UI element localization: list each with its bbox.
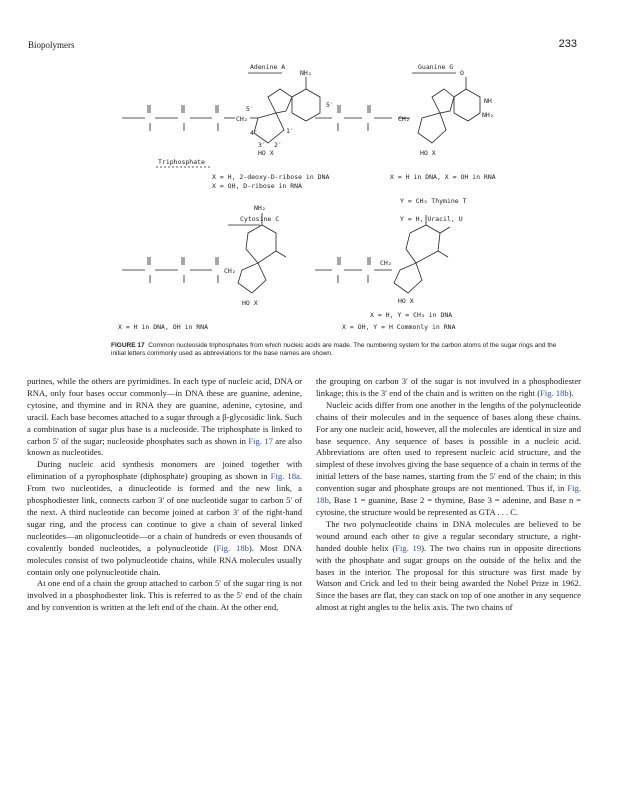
label-pyr-note-2: X = OH, Y = H Commonly in RNA: [342, 323, 456, 331]
label-o-guanine: O: [460, 69, 464, 77]
label-carbon-1: 1′: [286, 127, 294, 135]
label-pyr-note-1: X = H, Y = CH₃ in DNA: [370, 311, 453, 319]
running-head-title: Biopolymers: [28, 40, 75, 50]
label-ho-x-1: HO X: [258, 149, 274, 157]
right-paragraph-3: The two polynucleotide chains in DNA molecules are believed to be wound around each other to give a regular secondary structure, a right-handed double helix (Fig. 19). The two chains run in opposite directions with the phosphate and sugar groups on the outside of the helix and the bases in the interior. The proposal for this structure was first made by Watson and Crick and led to their being awarded the Nobel Prize in 1962. Since the bases are flat, they can stack on top of one another in any sequence almost at right angles to the helix axis. The two chains of: [316, 518, 581, 613]
left-paragraph-3: At one end of a chain the group attached to carbon 5′ of the sugar ring is not involved in a phosphodiester link. This is referred to as the 5′ end of the chain and by convention is written at the left end of the chain. At the other end,: [27, 578, 302, 613]
label-carbon-3: 3′: [258, 141, 266, 149]
fig-18b-link-3[interactable]: Fig. 18b: [316, 483, 581, 506]
label-uracil: Y = H, Uracil, U: [400, 215, 463, 223]
figure-17: [100, 55, 570, 340]
left-paragraph-2: During nucleic acid synthesis monomers are joined together with elimination of a pyrophosphate (diphosphate) grouping as shown in Fig. 18a. From two nucleotides, a dinucleotide is formed and the new link, a phosphodiester link, connects carbon 3′ of one nucleotide sugar to carbon 5′ of the next. A third nucleotide can become joined at carbon 3′ of the right-hand sugar ring, and the process can continue to give a chain of several linked nucleotides—an oligonucleotide—or a chain of hundreds or even thousands of covalently bonded nucleotides, a polynucleotide (Fig. 18b). Most DNA molecules consist of two polynucleotide chains, while RNA molecules usually contain only one polynucleotide chain.: [27, 459, 303, 577]
label-nh2-adenine: NH₂: [300, 69, 312, 77]
right-paragraph-2: Nucleic acids differ from one another in the lengths of the polynucleotide chains of their molecules and in the sequence of bases along these chains. For any one nucleic acid, however, all the molecules are identical in size and base sequence. Any sequence of bases is possible in a nucleic acid. Abbreviations are often used to represent nucleic acid structure, and the simplest of these involves giving the base sequence of a chain in terms of the initial letters of the base names, starting from the 5′ end of the chain; in this convention sugar and phosphate groups are not mentioned. Thus if, in Fig. 18b, Base 1 = guanine, Base 2 = thymine, Base 3 = adenine, and Base n = cytosine, the structure would be represented as GTA . . . C.: [316, 399, 581, 517]
fig-19-link[interactable]: Fig. 19: [395, 542, 422, 553]
label-guanine: Guanine G: [418, 63, 454, 71]
label-adenine: Adenine A: [250, 63, 286, 71]
label-nh2-guanine: NH₂: [482, 111, 494, 119]
nucleotide-structures: [100, 55, 570, 340]
label-carbon-4: 4′: [250, 129, 258, 137]
figure-caption: [111, 342, 569, 359]
label-carbon-5b: 5′: [326, 101, 334, 109]
running-head: [28, 40, 577, 54]
fig-18b-link-2[interactable]: Fig. 18b: [540, 387, 569, 398]
label-x-h-dna: X = H, 2-deoxy-D-ribose in DNA: [212, 173, 330, 181]
right-column: [316, 376, 581, 614]
right-paragraph-1: the grouping on carbon 3′ of the sugar is not involved in a phosphodiester linkage; this is the 3′ end of the chain and is written on the right (Fig. 18b).: [316, 376, 581, 398]
label-cytosine-note: X = H in DNA, OH in RNA: [118, 323, 209, 331]
label-cytosine: Cytosine C: [240, 215, 280, 223]
fig-17-link[interactable]: Fig. 17: [248, 435, 273, 446]
left-paragraph-1: purines, while the others are pyrimidines. In each type of nucleic acid, DNA or RNA, only four bases occur commonly—in DNA these are guanine, adenine, cytosine, and thymine and in RNA they are guanine, adenine, cytosine, and uracil. Each base becomes attached to a sugar through a β-glycosidic link. Such a combination of sugar plus base is a nucleoside. The triphosphate is linked to carbon 5′ of the sugar; nucleoside phosphates such as shown in Fig. 17 are also known as nucleotides.: [27, 376, 303, 458]
label-ch2-3: CH₂: [224, 267, 236, 275]
fig-18a-link[interactable]: Fig. 18a: [270, 471, 300, 482]
label-ch2-1: CH₂: [236, 115, 248, 123]
page-number: 233: [558, 38, 577, 50]
left-column: [27, 376, 302, 614]
label-nh-guanine: NH: [484, 97, 492, 105]
label-ho-x-2: HO X: [420, 149, 436, 157]
label-ch2-2: CH₂: [398, 115, 410, 123]
label-carbon-2: 2′: [274, 141, 282, 149]
label-ho-x-4: HO X: [398, 297, 414, 305]
label-triphosphate: Triphosphate: [158, 158, 205, 166]
label-guanine-note: X = H in DNA, X = OH in RNA: [390, 173, 496, 181]
label-x-oh-rna: X = OH, D-ribose in RNA: [212, 182, 303, 190]
label-thymine: Y = CH₃ Thymine T: [400, 197, 467, 205]
caption-text: Common nucleoside triphosphates from which nucleic acids are made. The numbering system for the carbon atoms of the sugar rings and the initial letters commonly used as abbreviations for the base names are shown.: [111, 342, 557, 358]
label-carbon-5: 5′: [246, 105, 254, 113]
label-ho-x-3: HO X: [242, 299, 258, 307]
fig-18b-link[interactable]: Fig. 18b: [216, 542, 249, 553]
caption-label: FIGURE 17: [111, 342, 145, 349]
label-nh2-cytosine: NH₂: [254, 204, 266, 212]
label-ch2-4: CH₂: [380, 259, 392, 267]
